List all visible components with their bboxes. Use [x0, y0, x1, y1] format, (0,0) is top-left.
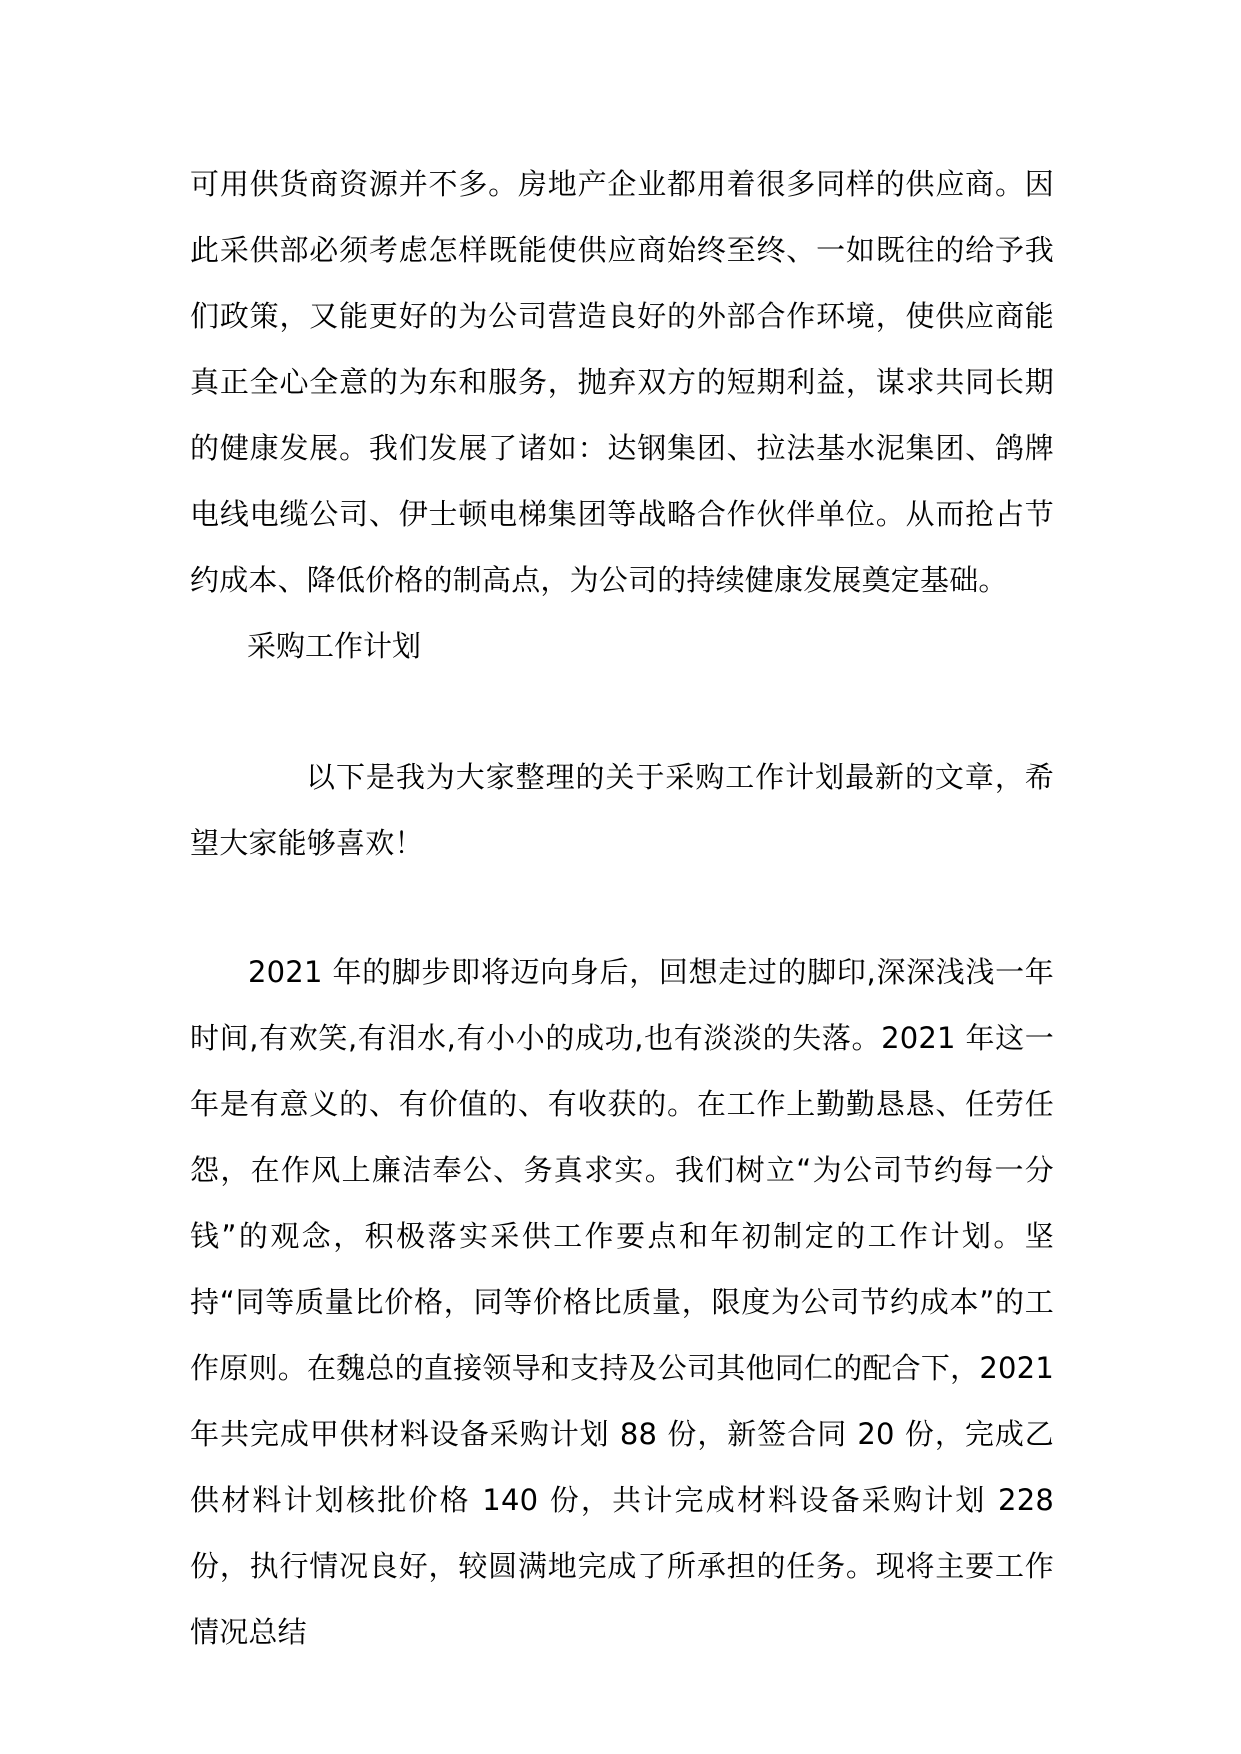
body-paragraph-intro: 以下是我为大家整理的关于采购工作计划最新的文章，希望大家能够喜欢！ — [190, 760, 1054, 860]
body-paragraph-supplier-strategy: 可用供货商资源并不多。房地产企业都用着很多同样的供应商。因此采供部必须考虑怎样既能使供应商始终至终、一如既往的给予我们政策，又能更好的为公司营造良好的外部合作环境，使供应商能真正全心全意的为东和服务，抛弃双方的短期利益，谋求共同长期的健康发展。我们发展了诸如：达钢集团、拉法基水泥集团、鸽牌电线电缆公司、伊士顿电梯集团等战略合作伙伴单位。从而抢占节约成本、降低价格的制高点，为公司的持续健康发展奠定基础。 — [190, 167, 1054, 597]
section-heading-purchasing-plan: 采购工作计划 — [247, 629, 422, 663]
body-paragraph-annual-summary: 2021 年的脚步即将迈向身后，回想走过的脚印,深深浅浅一年时间,有欢笑,有泪水,有小小的成功,也有淡淡的失落。2021 年这一年是有意义的、有价值的、有收获的。在工作上勤勤恳恳、任劳任怨，在作风上廉洁奉公、务真求实。我们树立“为公司节约每一分钱”的观念，积极落实采供工作要点和年初制定的工作计划。坚持“同等质量比价格，同等价格比质量，限度为公司节约成本”的工作原则。在魏总的直接领导和支持及公司其他同仁的配合下，2021 年共完成甲供材料设备采购计划 88 份，新签合同 20 份，完成乙供材料计划核批价格 140 份，共计完成材料设备采购计划 228 份，执行情况良好，较圆满地完成了所承担的任务。现将主要工作情况总结 — [190, 955, 1054, 1649]
